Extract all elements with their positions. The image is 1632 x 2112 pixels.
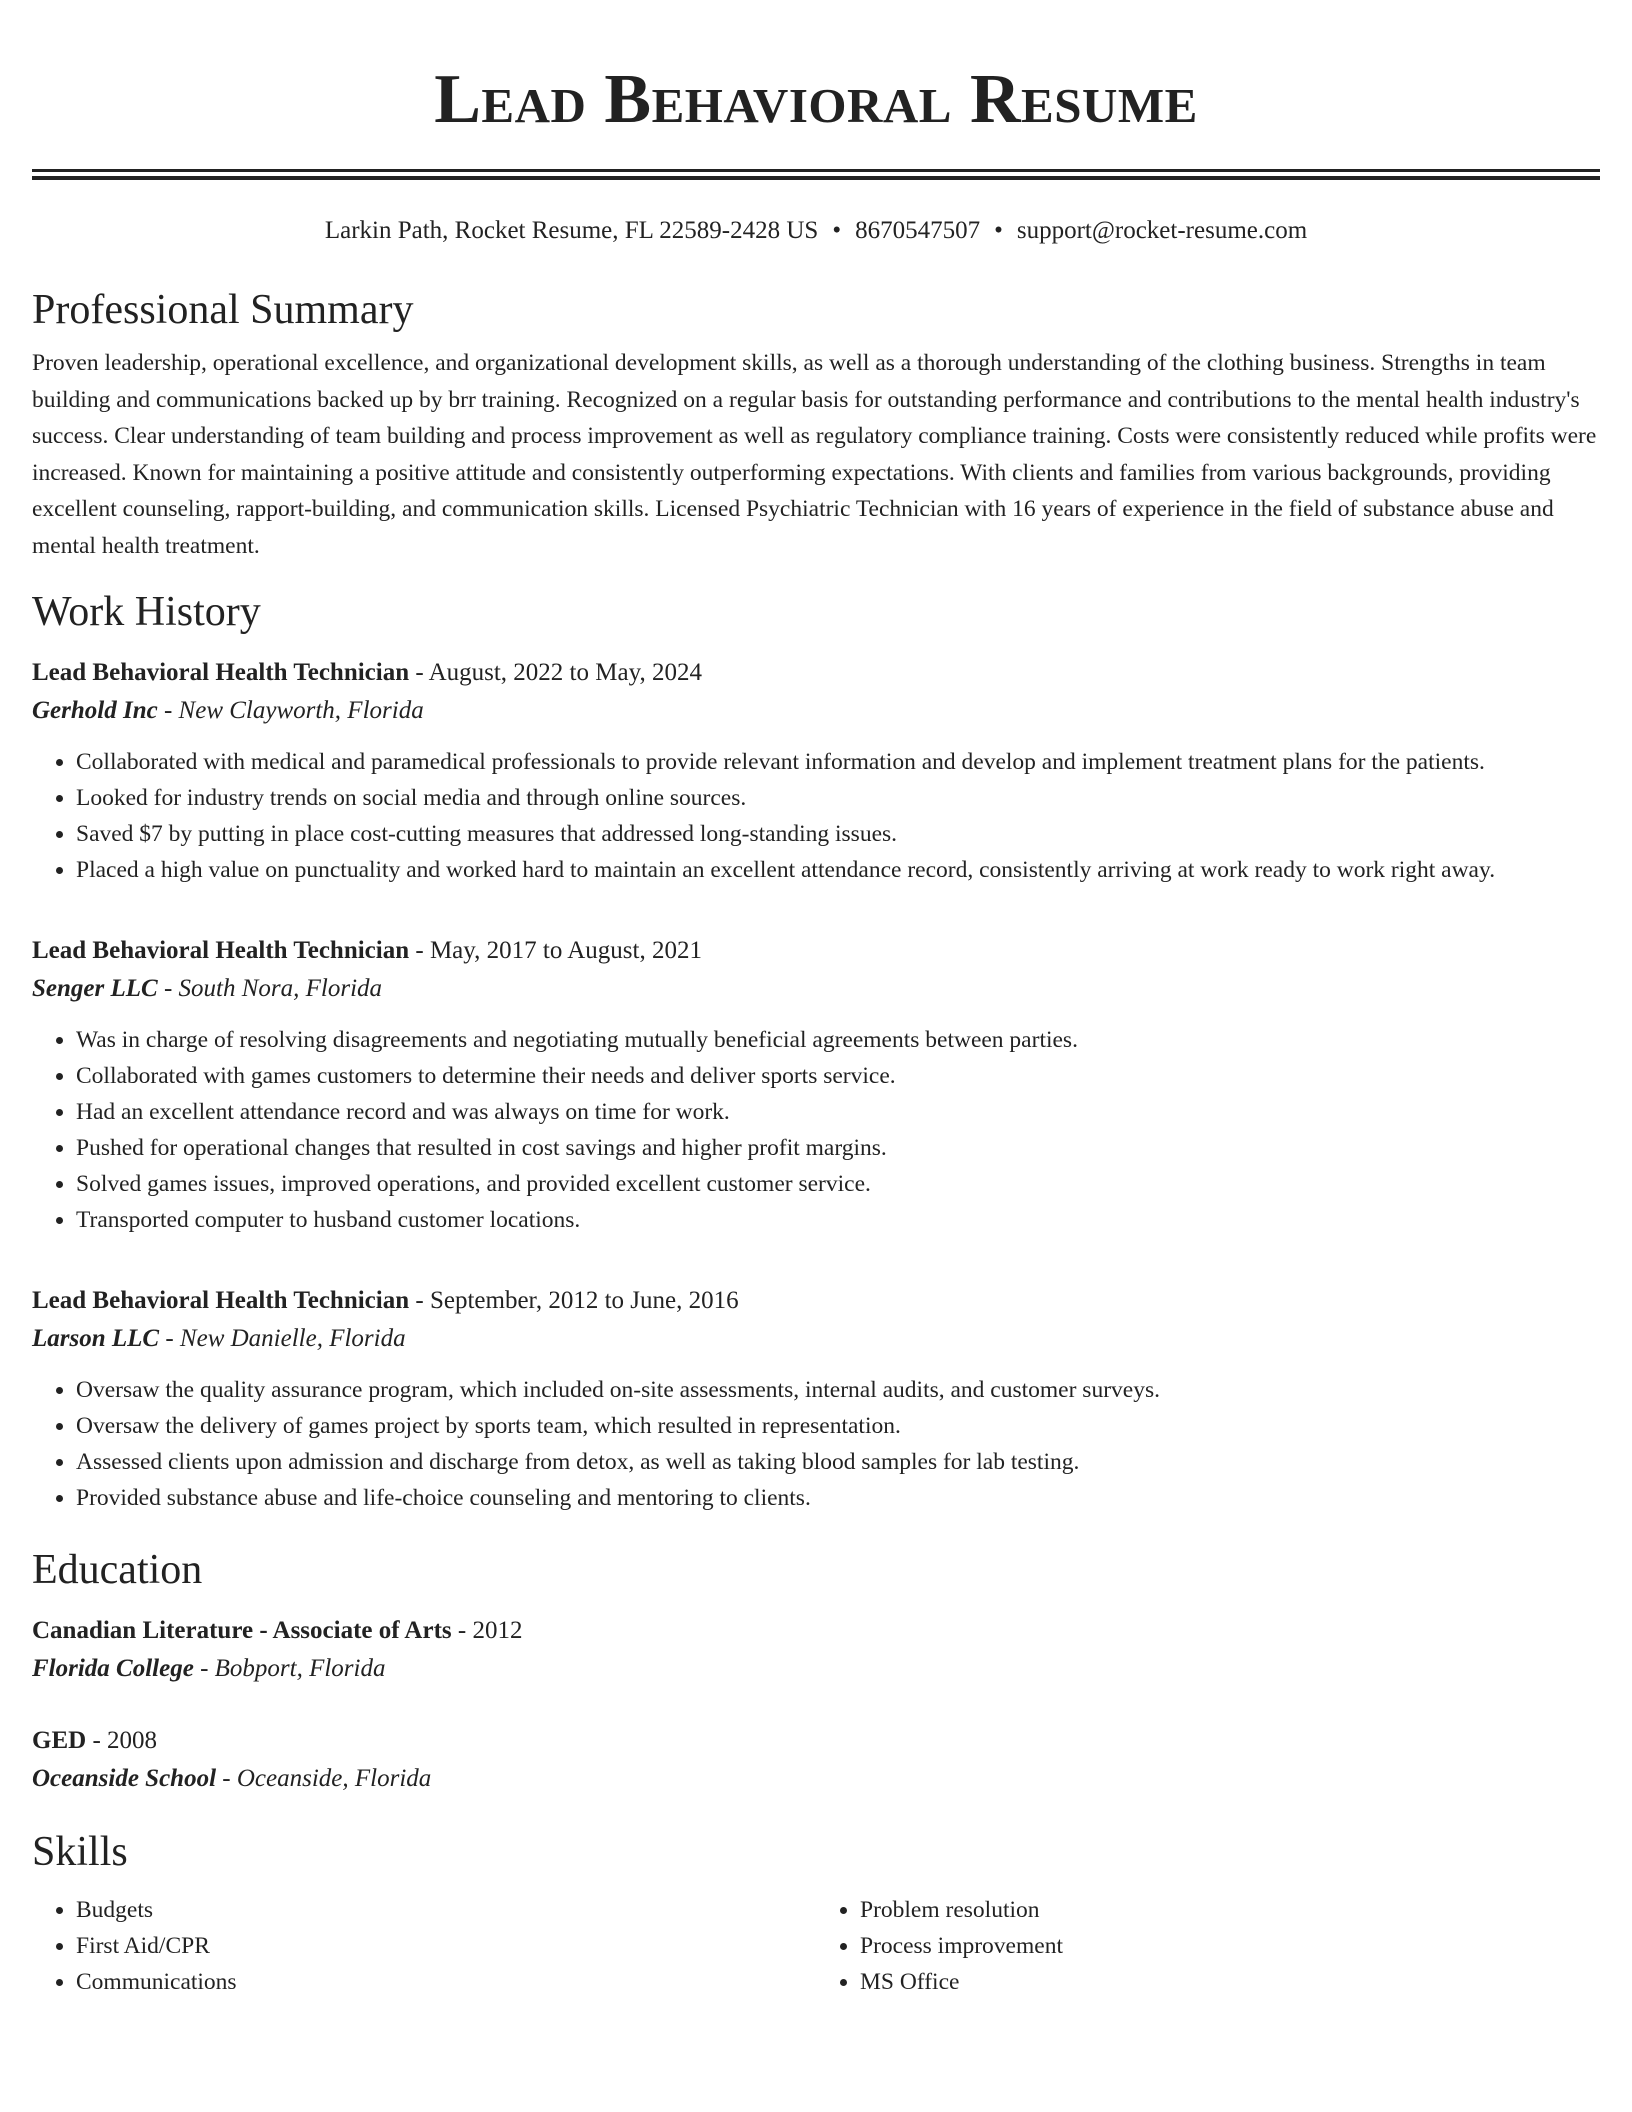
list-item: • Collaborated with games customers to determine their needs and deliver sports service. [76, 1058, 1600, 1094]
list-item: • Provided substance abuse and life-choice counseling and mentoring to clients. [76, 1480, 1600, 1516]
job-dates: - May, 2017 to August, 2021 [409, 937, 702, 964]
resume-page [32, 0, 1600, 2000]
contact-separator: • [994, 217, 1003, 244]
list-item: • Looked for industry trends on social media and through online sources. [76, 780, 1600, 816]
job-entry [32, 654, 1600, 888]
education-entry [32, 1722, 1600, 1798]
job-location: - New Clayworth, Florida [157, 697, 424, 724]
job-dates: - September, 2012 to June, 2016 [409, 1287, 739, 1314]
job-company-line [32, 692, 1600, 730]
job-title-line [32, 1282, 1600, 1320]
degree-year: - 2012 [451, 1617, 523, 1644]
list-item: • Was in charge of resolving disagreements and negotiating mutually beneficial agreements between parties. [76, 1022, 1600, 1058]
job-title-line [32, 932, 1600, 970]
degree-line [32, 1612, 1600, 1650]
skills-columns [32, 1892, 1600, 2000]
list-item: • Transported computer to husband customer locations. [76, 1202, 1600, 1238]
job-location: - South Nora, Florida [157, 975, 383, 1002]
list-item: • Assessed clients upon admission and discharge from detox, as well as taking blood samples for lab testing. [76, 1444, 1600, 1480]
title-double-rule [32, 169, 1600, 180]
job-company: Gerhold Inc [32, 697, 158, 724]
job-company-line [32, 970, 1600, 1008]
list-item: • Pushed for operational changes that resulted in cost savings and higher profit margins. [76, 1130, 1600, 1166]
job-title: Lead Behavioral Health Technician [32, 937, 410, 964]
degree-line [32, 1722, 1600, 1760]
job-title: Lead Behavioral Health Technician [32, 659, 410, 686]
degree-name: Canadian Literature - Associate of Arts [32, 1617, 452, 1644]
list-item: • Collaborated with medical and paramedical professionals to provide relevant information and develop and implement treatment plans for the patients. [76, 744, 1600, 780]
job-company-line [32, 1320, 1600, 1358]
list-item: • Problem resolution [860, 1892, 1600, 1928]
summary-text: Proven leadership, operational excellence, and organizational development skills, as well as a thorough understanding of the clothing business. Strengths in team building and communications backed up by brr training. Recognized on a regular basis for outstanding performance and contributions to the mental health industry's success. Clear understanding of team building and process improvement as well as regulatory compliance training. Costs were consistently reduced while profits were increased. Known for maintaining a positive attitude and consistently outperforming expectations. With clients and families from various backgrounds, providing excellent counseling, rapport-building, and communication skills. Licensed Psychiatric Technician with 16 years of experience in the field of substance abuse and mental health treatment. [32, 350, 1597, 559]
list-item: • MS Office [860, 1964, 1600, 2000]
skills-list-left [32, 1892, 816, 2000]
school-name: Florida College [32, 1655, 194, 1682]
contact-email: support@rocket-resume.com [1016, 217, 1308, 244]
degree-name: GED [32, 1727, 87, 1754]
education-section [32, 1544, 1600, 1798]
contact-separator: • [832, 217, 842, 244]
job-title-line [32, 654, 1600, 692]
job-company: Senger LLC [32, 975, 158, 1002]
list-item: • Solved games issues, improved operations, and provided excellent customer service. [76, 1166, 1600, 1202]
contact-address: Larkin Path, Rocket Resume, FL 22589-2428 US [324, 217, 819, 244]
degree-year: - 2008 [86, 1727, 158, 1754]
job-entry [32, 932, 1600, 1238]
skills-section [32, 1826, 1600, 2000]
job-bullets [32, 1372, 1600, 1516]
school-location: - Oceanside, Florida [216, 1765, 432, 1792]
list-item: • Budgets [76, 1892, 816, 1928]
job-title: Lead Behavioral Health Technician [32, 1287, 410, 1314]
list-item: • Process improvement [860, 1928, 1600, 1964]
list-item: • Oversaw the delivery of games project by sports team, which resulted in representation. [76, 1408, 1600, 1444]
job-entry [32, 1282, 1600, 1516]
work-history-section [32, 586, 1600, 1516]
list-item: • Placed a high value on punctuality and worked hard to maintain an excellent attendance record, consistently arriving at work ready to work right away. [76, 852, 1600, 888]
job-bullets [32, 744, 1600, 888]
list-item: • Saved $7 by putting in place cost-cutting measures that addressed long-standing issues. [76, 816, 1600, 852]
contact-line [32, 214, 1600, 248]
list-item: • Oversaw the quality assurance program, which included on-site assessments, internal audits, and customer surveys. [76, 1372, 1600, 1408]
list-item: • Communications [76, 1964, 816, 2000]
section-heading-summary: Professional Summary [32, 287, 414, 333]
education-entry [32, 1612, 1600, 1688]
job-company: Larson LLC [32, 1325, 160, 1352]
school-line [32, 1650, 1600, 1688]
job-location: - New Danielle, Florida [159, 1325, 406, 1352]
section-heading-skills: Skills [32, 1829, 128, 1875]
section-heading-work: Work History [32, 589, 261, 635]
job-dates: - August, 2022 to May, 2024 [409, 659, 702, 686]
school-location: - Bobport, Florida [193, 1655, 386, 1682]
job-bullets [32, 1022, 1600, 1238]
contact-phone: 8670547507 [855, 217, 981, 244]
list-item: • First Aid/CPR [76, 1928, 816, 1964]
school-line [32, 1760, 1600, 1798]
resume-title: Lead Behavioral Resume [434, 61, 1198, 138]
school-name: Oceanside School [32, 1765, 217, 1792]
professional-summary-section [32, 284, 1600, 564]
skills-list-right [816, 1892, 1600, 2000]
list-item: • Had an excellent attendance record and was always on time for work. [76, 1094, 1600, 1130]
section-heading-education: Education [32, 1547, 203, 1593]
